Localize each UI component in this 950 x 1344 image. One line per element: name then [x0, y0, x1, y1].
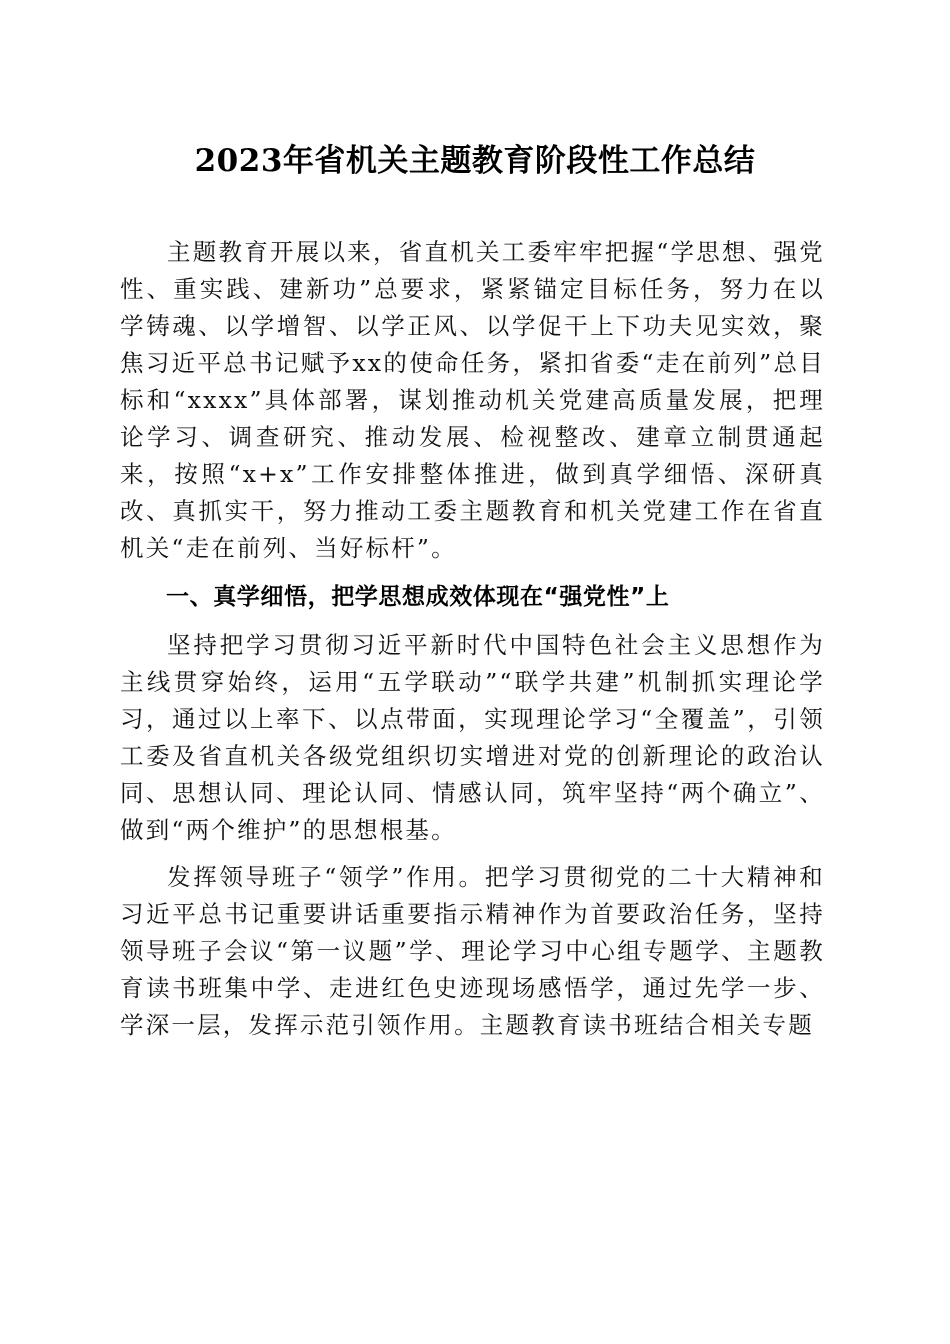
- section-heading: 一、真学细悟，把学思想成效体现在“强党性”上: [166, 584, 670, 610]
- section-paragraph: 坚持把学习贯彻习近平新时代中国特色社会主义思想作为主线贯穿始终，运用“五学联动”“联学共建”机制抓实理论学习，通过以上率下、以点带面，实现理论学习“全覆盖”，引领工委及省直机关各级党组织切实增进对党的创新理论的政治认同、思想认同、理论认同、情感认同，筑牢坚持“两个确立”、做到“两个维护”的思想根基。: [120, 631, 825, 844]
- intro-paragraph: 主题教育开展以来，省直机关工委牢牢把握“学思想、强党性、重实践、建新功”总要求，紧紧锚定目标任务，努力在以学铸魂、以学增智、以学正风、以学促干上下功夫见实效，聚焦习近平总书记赋予xx的使命任务，紧扣省委“走在前列”总目标和“xxxx”具体部署，谋划推动机关党建高质量发展，把理论学习、调查研究、推动发展、检视整改、建章立制贯通起来，按照“x+x”工作安排整体推进，做到真学细悟、深研真改、真抓实干，努力推动工委主题教育和机关党建工作在省直机关“走在前列、当好标杆”。: [120, 238, 825, 562]
- paragraph-gap: [120, 849, 825, 859]
- document-title: 2023年省机关主题教育阶段性工作总结: [194, 143, 756, 179]
- document-body: [120, 234, 825, 1044]
- section-paragraph: 发挥领导班子“领学”作用。把学习贯彻党的二十大精神和习近平总书记重要讲话重要指示精神作为首要政治任务，坚持领导班子会议“第一议题”学、理论学习中心组专题学、主题教育读书班集中学、走进红色史迹现场感悟学，通过先学一步、学深一层，发挥示范引领作用。主题教育读书班结合相关专题: [120, 863, 825, 1039]
